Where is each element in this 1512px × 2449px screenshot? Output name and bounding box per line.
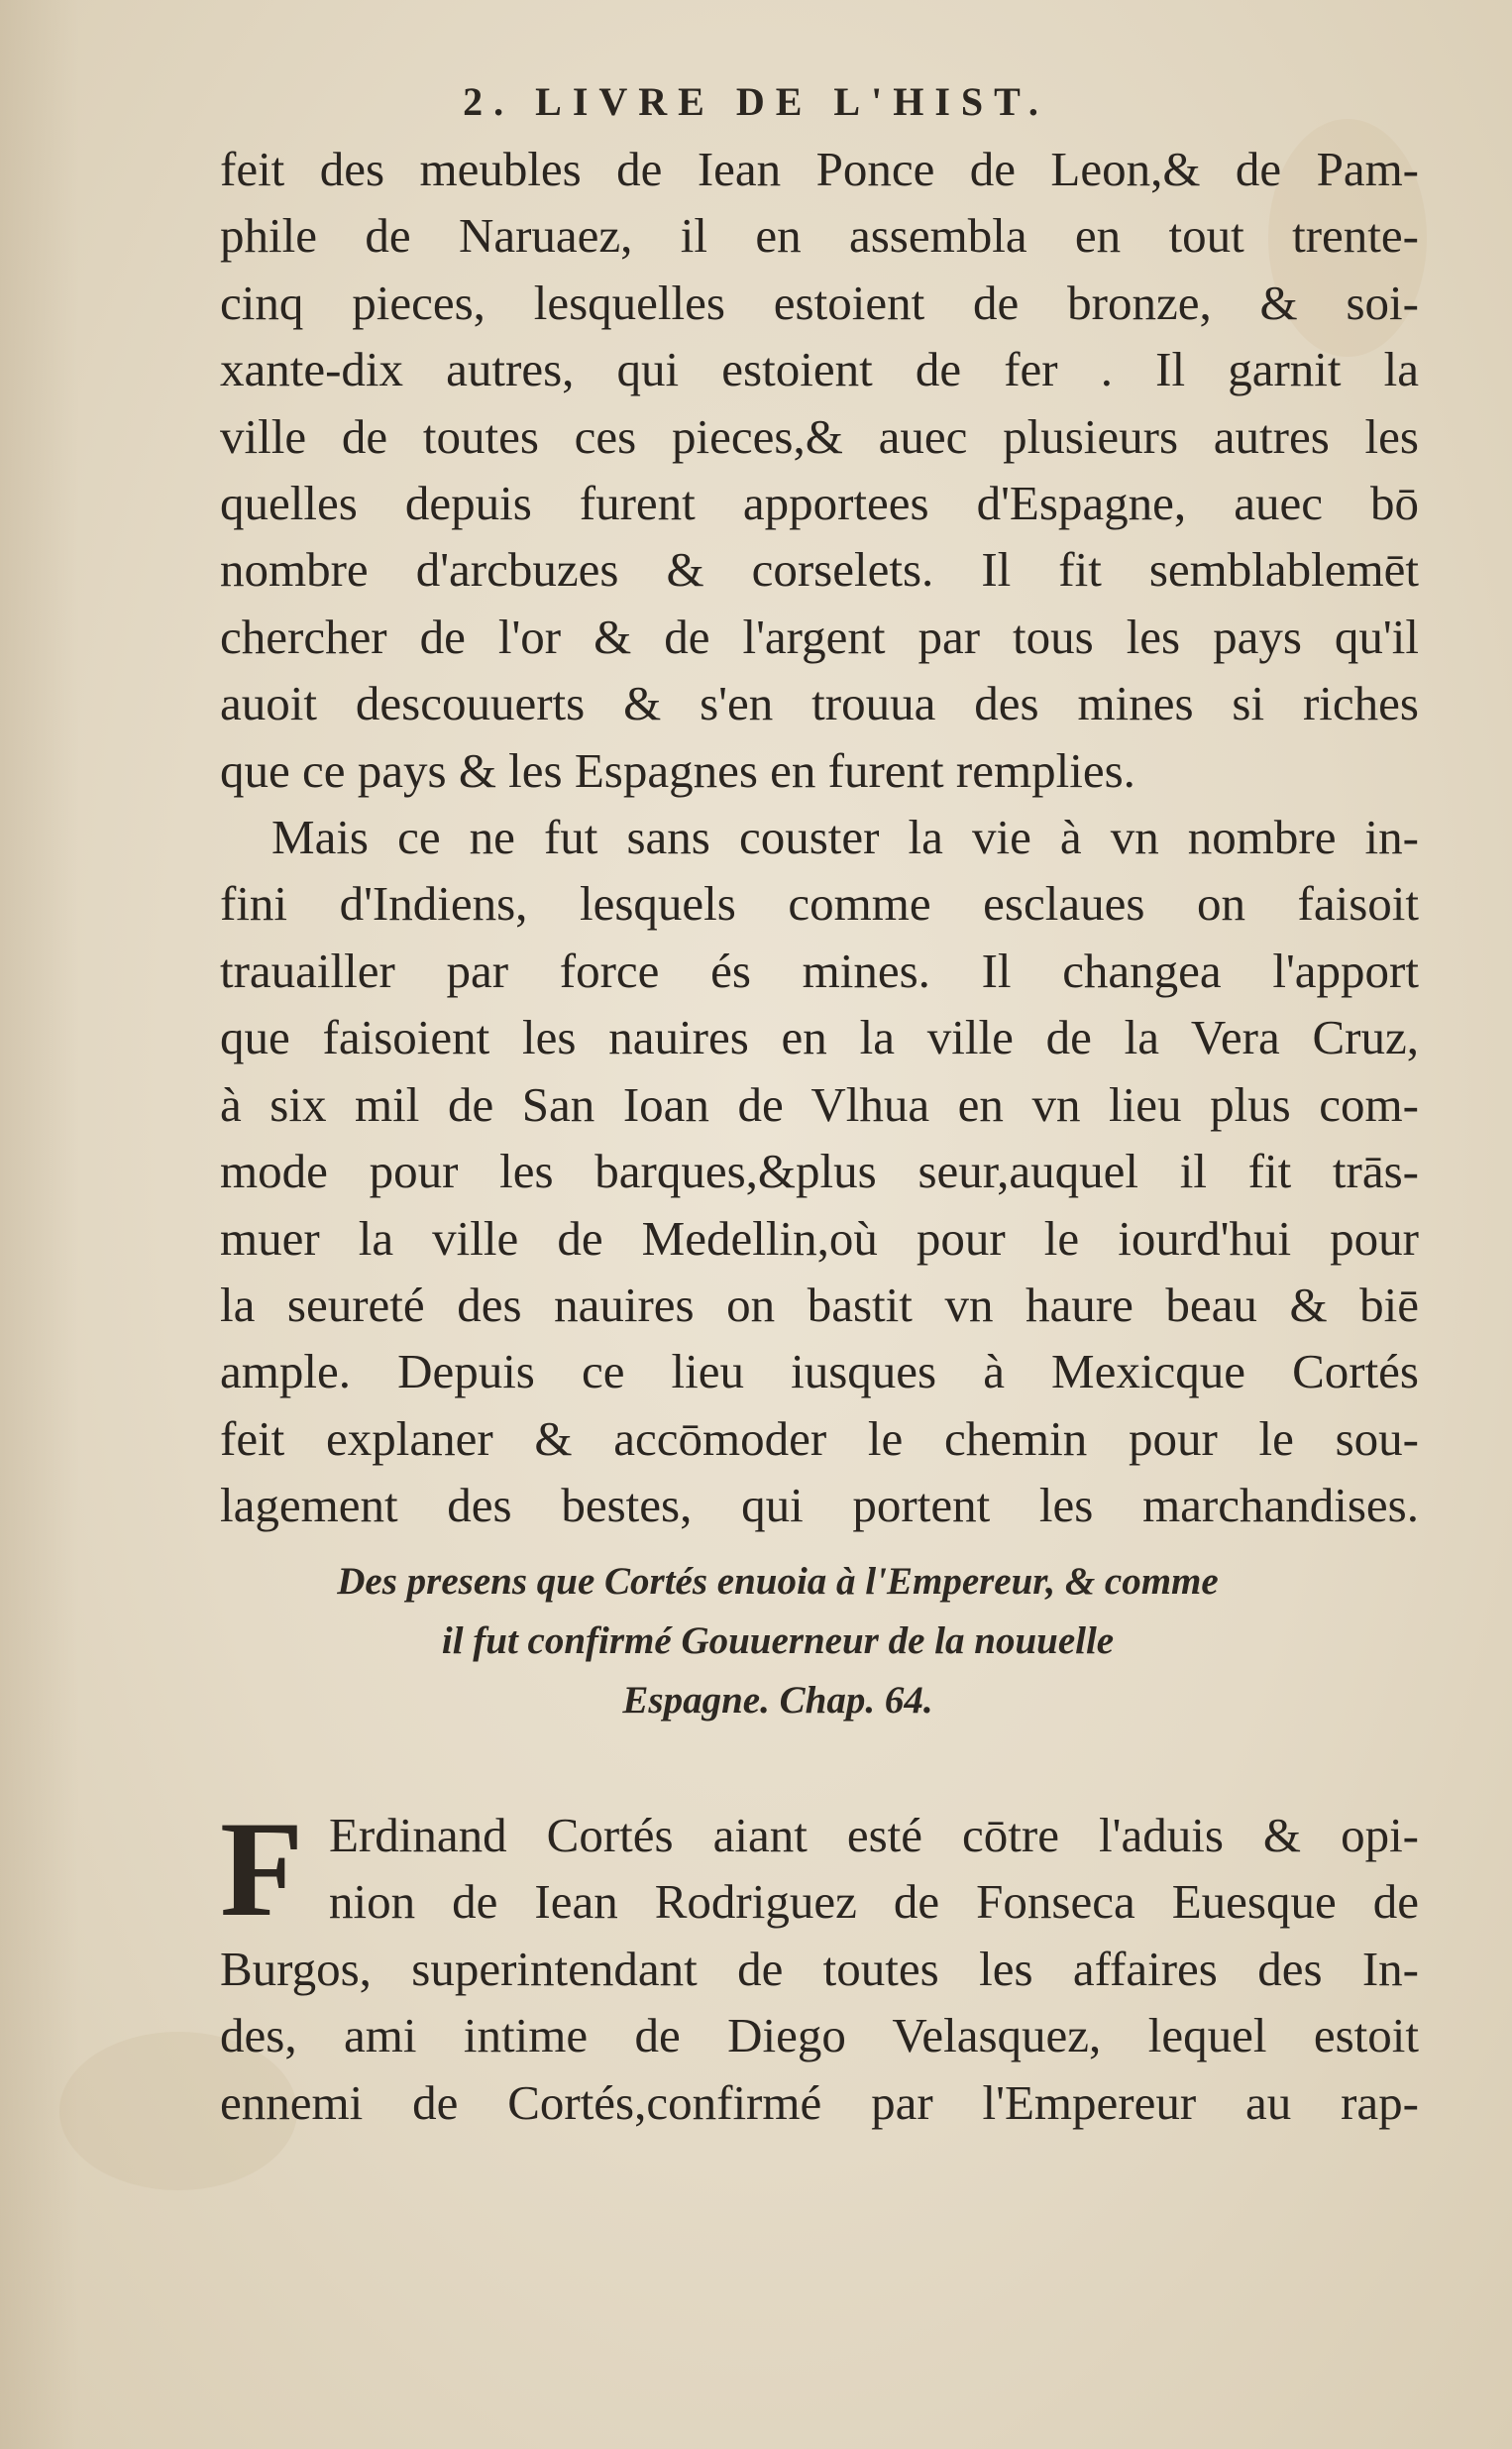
heading-line: il fut confirmé Gouuerneur de la nouuelle [441,1619,1115,1662]
drop-capital: F [220,1793,304,1945]
text-line: Burgos, superintendant de toutes les affaires des In- [220,1941,1419,1996]
text-line: à six mil de San Ioan de Vlhua en vn lieu plus com- [220,1076,1419,1132]
heading-line: Des presens que Cortés enuoia à l'Empereur, & comme [337,1560,1219,1603]
text-line: lagement des bestes, qui portent les marchandises. [220,1478,1419,1533]
text-line: ennemi de Cortés,confirmé par l'Empereur au rap- [220,2074,1419,2130]
text-line: Mais ce ne fut sans couster la vie à vn nombre in- [271,810,1419,865]
text-line: la seureté des nauires on bastit vn haure beau & biē [220,1277,1419,1332]
text-line: que faisoient les nauires en la ville de la Vera Cruz, [220,1010,1419,1065]
gutter-shadow [0,0,79,2449]
text-line: que ce pays & les Espagnes en furent remplies. [220,742,1135,798]
text-line: des, ami intime de Diego Velasquez, lequel estoit [220,2008,1419,2063]
main-text [220,136,1419,1539]
text-line: fini d'Indiens, lesquels comme esclaues on faisoit [220,876,1419,932]
chapter-heading [178,1552,1377,1730]
text-line: quelles depuis furent apportees d'Espagne, auec bō [220,476,1419,531]
text-line: feit explaner & accōmoder le chemin pour le sou- [220,1410,1419,1466]
text-line: mode pour les barques,&plus seur,auquel il fit trās- [220,1144,1419,1199]
text-line: nion de Iean Rodriguez de Fonseca Euesque de [329,1874,1419,1930]
text-line: nombre d'arcbuzes & corselets. Il fit semblablemēt [220,542,1419,598]
heading-line: Espagne. Chap. 64. [622,1679,933,1722]
text-line: muer la ville de Medellin,où pour le iourd'hui pour [220,1210,1419,1266]
chapter-text [220,1793,1419,2136]
text-line: feit des meubles de Iean Ponce de Leon,& de Pam- [220,142,1419,196]
text-line: xante-dix autres, qui estoient de fer . Il garnit la [220,342,1419,397]
text-line: auoit descouuerts & s'en trouua des mines si riches [220,676,1419,731]
text-line: cinq pieces, lesquelles estoient de bronze, & soi- [220,275,1419,330]
text-line: phile de Naruaez, il en assembla en tout trente- [220,208,1419,264]
text-line: ample. Depuis ce lieu iusques à Mexicque Cortés [220,1344,1419,1399]
text-line: ville de toutes ces pieces,& auec plusieurs autres les [220,408,1419,464]
text-line: Erdinand Cortés aiant esté cōtre l'aduis & opi- [329,1808,1419,1862]
text-line: trauailler par force és mines. Il changea l'apport [220,943,1419,998]
running-header: 2. LIVRE DE L'HIST. [463,79,1049,124]
text-line: chercher de l'or & de l'argent par tous les pays qu'il [220,609,1419,664]
